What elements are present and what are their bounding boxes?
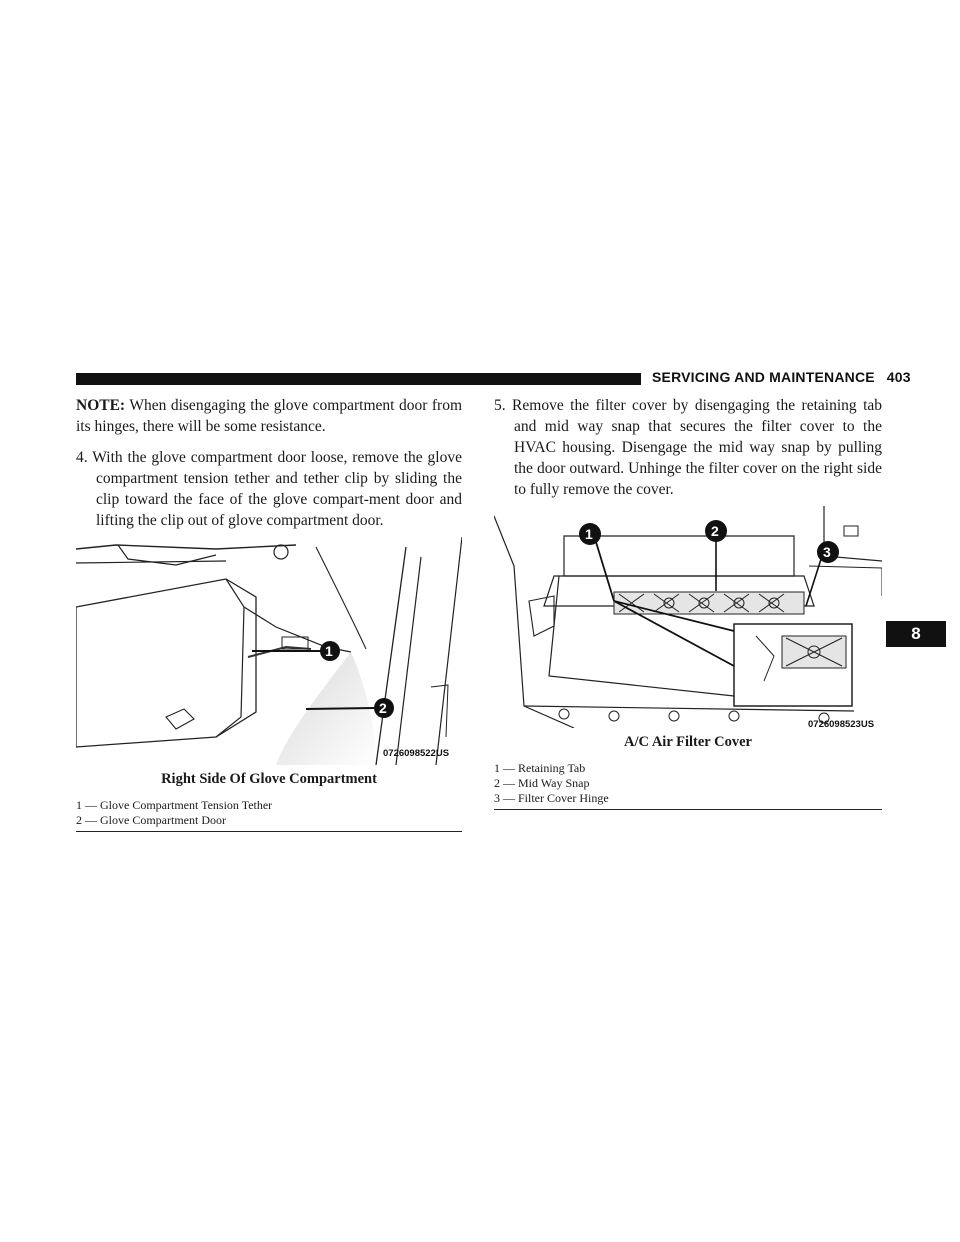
callout-1 bbox=[320, 641, 340, 661]
note-paragraph bbox=[76, 395, 462, 437]
svg-text:1: 1 bbox=[325, 643, 333, 659]
callout-1 bbox=[579, 523, 601, 545]
figure-code: 0726098523US bbox=[808, 719, 875, 730]
legend-item: 3 — Filter Cover Hinge bbox=[494, 791, 609, 805]
figure-legend bbox=[494, 761, 882, 806]
svg-text:2: 2 bbox=[711, 523, 719, 539]
callout-2 bbox=[374, 698, 394, 718]
svg-text:3: 3 bbox=[823, 544, 831, 560]
figure-legend bbox=[76, 798, 462, 828]
figure-caption: A/C Air Filter Cover bbox=[624, 734, 752, 750]
header-bar bbox=[76, 373, 641, 385]
glove-compartment-illustration bbox=[76, 537, 462, 765]
legend-item: 1 — Retaining Tab bbox=[494, 761, 586, 775]
step-5: 5. Remove the filter cover by disengaging the retaining tab and mid way snap that secures the filter cover to the HVAC housing. Disengage the mid way snap by pulling the door outward. Unhinge the filter cover on the right side to fully remove the cover. bbox=[494, 397, 882, 498]
section-tab: 8 bbox=[886, 621, 946, 647]
legend-item: 2 — Glove Compartment Door bbox=[76, 813, 226, 827]
legend-item: 2 — Mid Way Snap bbox=[494, 776, 590, 790]
filter-cover-figure bbox=[494, 506, 882, 728]
glove-compartment-figure bbox=[76, 537, 462, 765]
left-column bbox=[76, 395, 462, 832]
legend-rule bbox=[494, 809, 882, 810]
callout-2 bbox=[705, 520, 727, 542]
note-text: When disengaging the glove compartment door from its hinges, there will be some resistance. bbox=[76, 397, 462, 435]
figure-code: 0726098522US bbox=[383, 748, 450, 759]
page-number: 403 bbox=[886, 369, 911, 385]
callout-3 bbox=[817, 541, 839, 563]
svg-text:2: 2 bbox=[379, 700, 387, 716]
figure-caption: Right Side Of Glove Compartment bbox=[161, 771, 377, 787]
right-column bbox=[494, 395, 882, 810]
running-header bbox=[652, 369, 911, 385]
svg-text:1: 1 bbox=[585, 526, 593, 542]
legend-item: 1 — Glove Compartment Tension Tether bbox=[76, 798, 273, 812]
note-label: NOTE: bbox=[76, 397, 126, 414]
step-4: 4. With the glove compartment door loose, remove the glove compartment tension tether and tether clip by sliding the clip toward the face of the glove compart-ment door and lifting the clip out of glove compartment door. bbox=[76, 449, 462, 529]
header-title: SERVICING AND MAINTENANCE bbox=[652, 369, 875, 385]
legend-rule bbox=[76, 831, 462, 832]
filter-cover-illustration bbox=[494, 506, 882, 728]
